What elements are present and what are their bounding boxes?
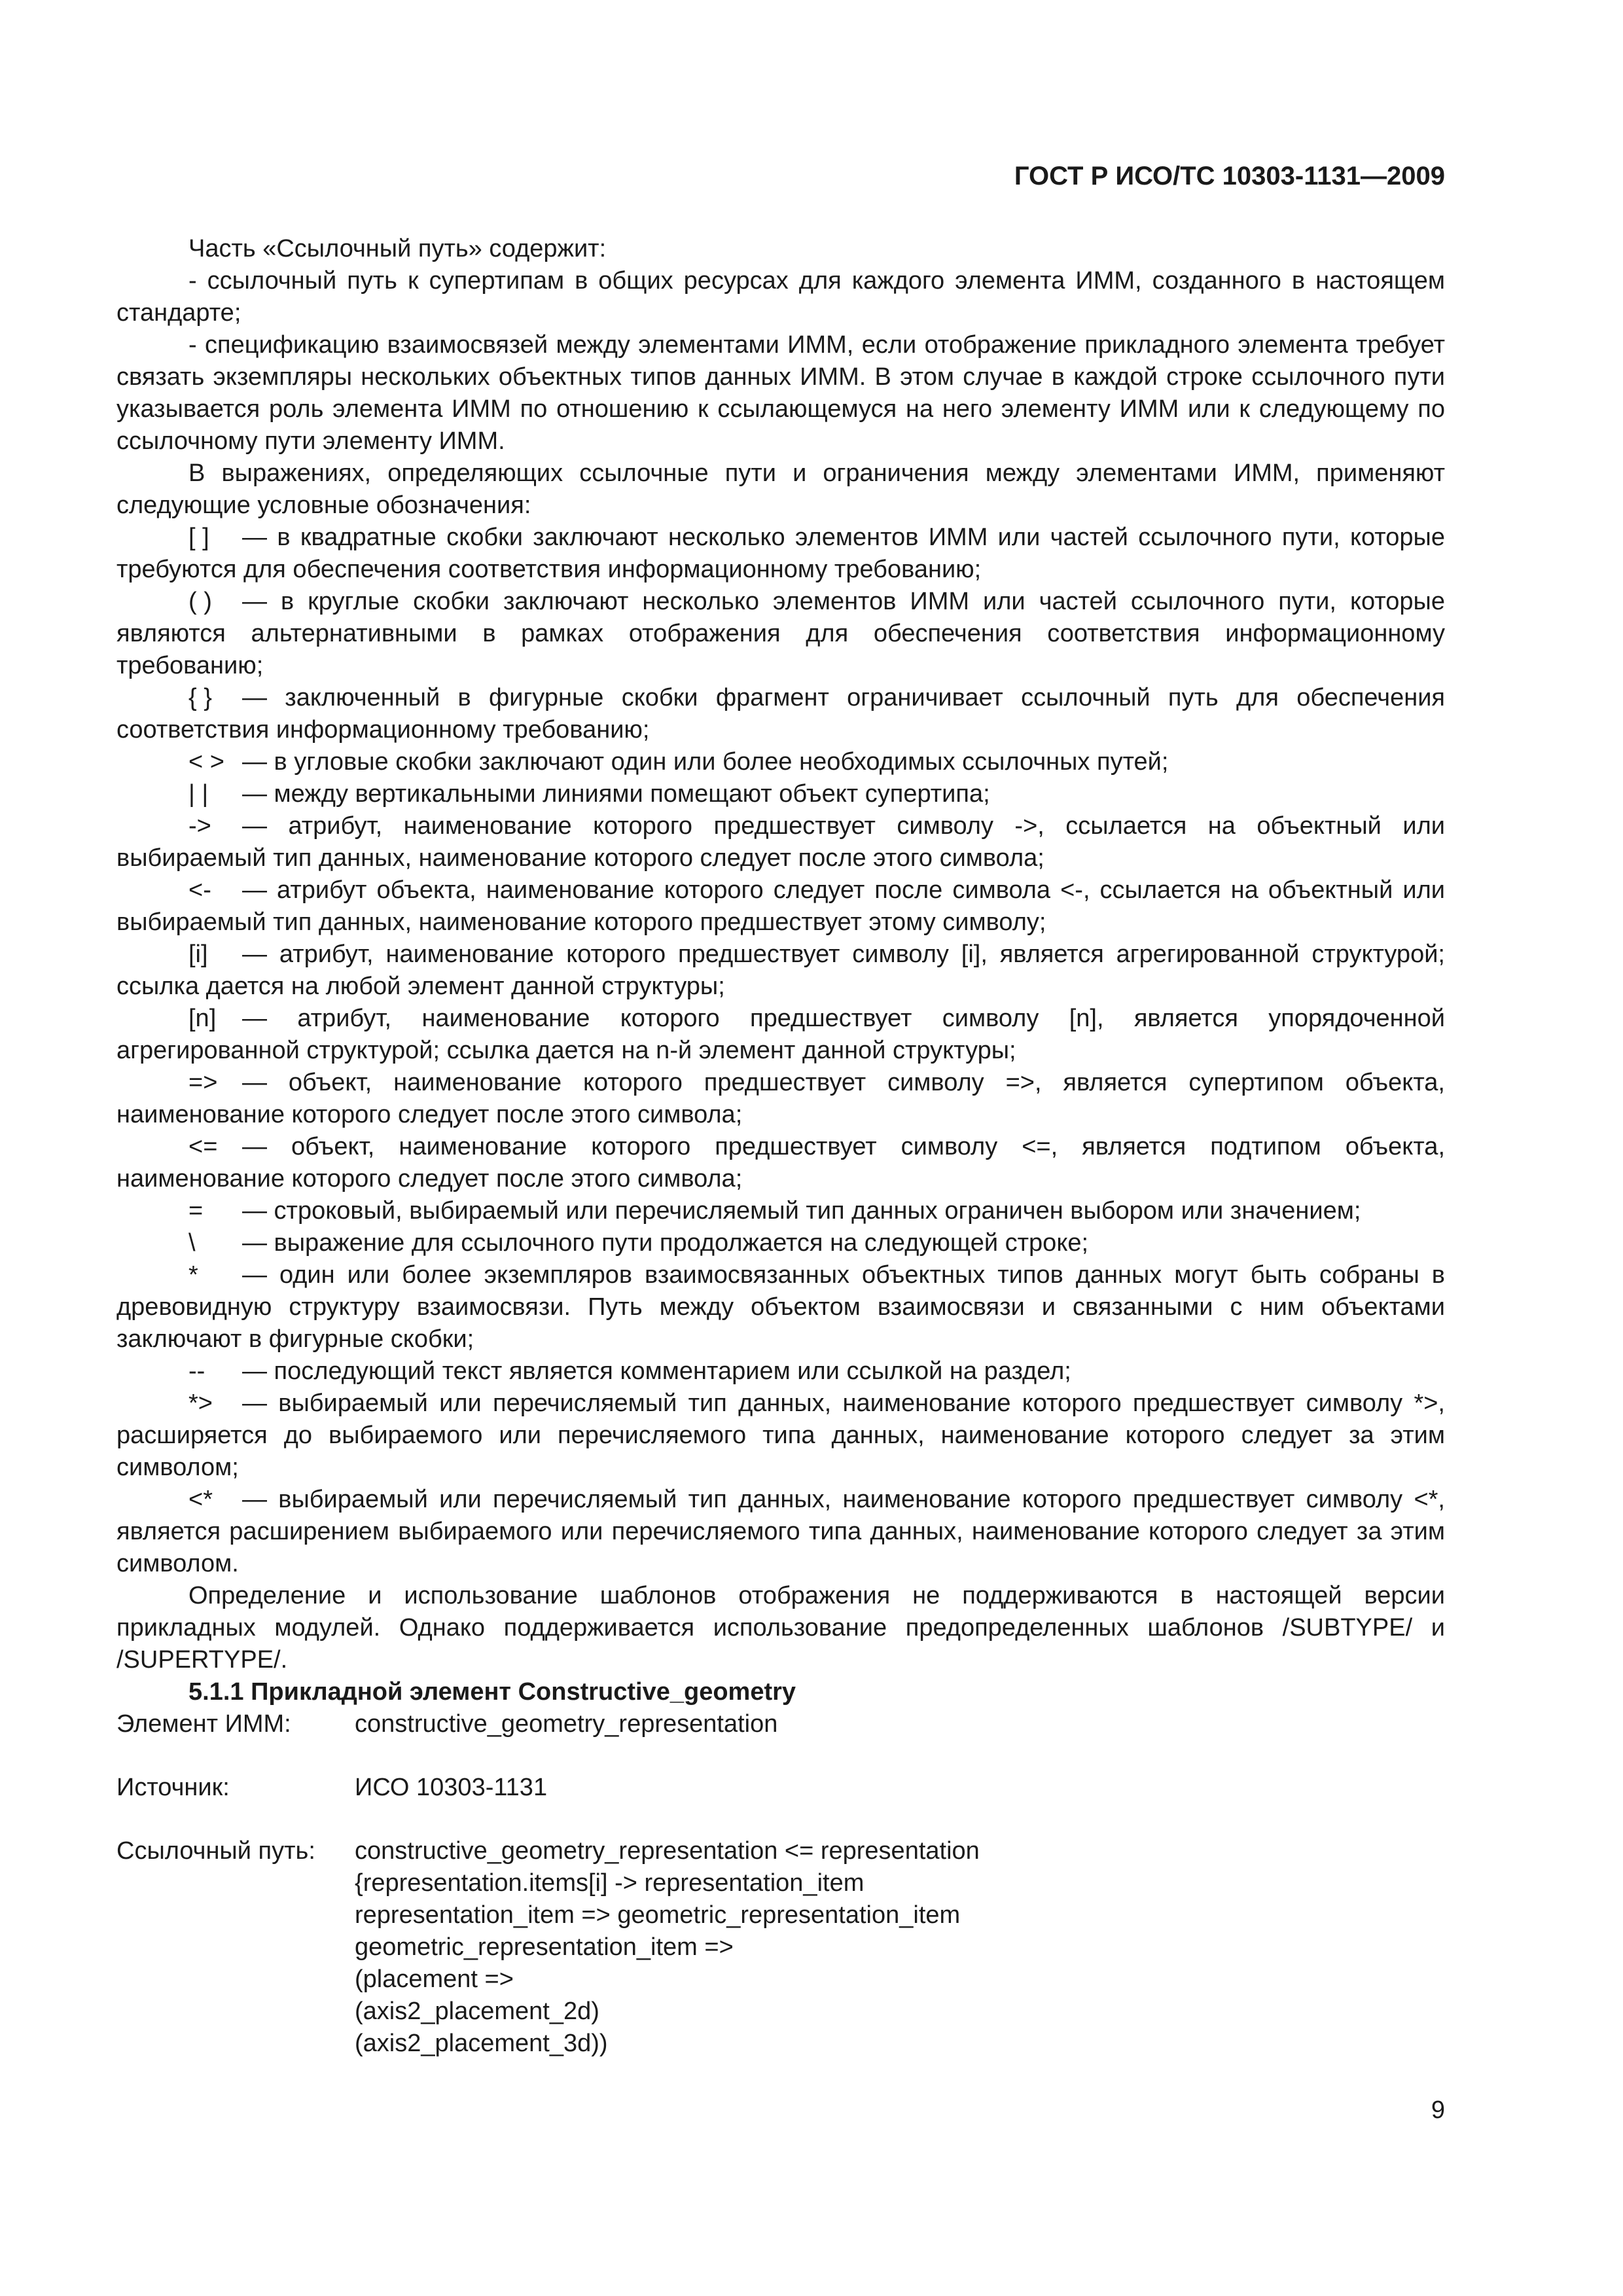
document-header: ГОСТ Р ИСО/ТС 10303-1131—2009 xyxy=(1014,162,1445,190)
page-number: 9 xyxy=(1431,2096,1445,2124)
path-line: geometric_representation_item => xyxy=(355,1933,734,1961)
notation-text: — объект, наименование которого предшествует символу =>, является супертипом объекта, наименование которого следует после этого символа; xyxy=(116,1069,1445,1128)
path-lines xyxy=(355,1835,1445,2060)
source-field xyxy=(116,1772,1445,1804)
notation-item xyxy=(116,522,1445,586)
notation-item xyxy=(116,1131,1445,1195)
notation-item xyxy=(116,778,1445,810)
notation-text: — объект, наименование которого предшествует символу <=, является подтипом объекта, наименование которого следует после этого символа; xyxy=(116,1133,1445,1193)
notation-item xyxy=(116,586,1445,682)
notation-item xyxy=(116,810,1445,874)
notation-text: — между вертикальными линиями помещают объект супертипа; xyxy=(242,780,990,808)
notation-text: — последующий текст является комментарием или ссылкой на раздел; xyxy=(242,1357,1071,1385)
notation-text: — атрибут, наименование которого предшествует символу ->, ссылается на объектный или выбираемый тип данных, наименование которого следует после этого символа; xyxy=(116,812,1445,872)
notation-symbol: <= xyxy=(188,1133,218,1160)
notation-symbol: <- xyxy=(188,876,211,904)
notation-item xyxy=(116,1484,1445,1580)
path-line: (axis2_placement_3d)) xyxy=(355,2030,608,2057)
notation-symbol: <* xyxy=(188,1486,213,1513)
notation-symbol: < > xyxy=(188,748,224,776)
intro-paragraph: В выражениях, определяющих ссылочные пути и ограничения между элементами ИММ, применяют следующие условные обозначения: xyxy=(116,459,1445,519)
notation-text: — в квадратные скобки заключают несколько элементов ИММ или частей ссылочного пути, которые требуются для обеспечения соответствия информационному требованию; xyxy=(116,524,1445,583)
notation-text: — заключенный в фигурные скобки фрагмент ограничивает ссылочный путь для обеспечения соответствия информационному требованию; xyxy=(116,684,1445,744)
notation-item xyxy=(116,1388,1445,1484)
intro-paragraph: - спецификацию взаимосвязей между элементами ИММ, если отображение прикладного элемента требует связать экземпляры нескольких объектных типов данных ИММ. В этом случае в каждой строке ссылочного пути указывается роль элемента ИММ по отношению к ссылающемуся на него элементу ИММ или к следующему по ссылочному пути элементу ИММ. xyxy=(116,331,1445,455)
notation-symbol: { } xyxy=(188,684,212,711)
notation-item xyxy=(116,1003,1445,1067)
notation-symbol: -> xyxy=(188,812,211,840)
notation-text: — атрибут, наименование которого предшествует символу [n], является упорядоченной агрегированной структурой; ссылка дается на n-й элемент данной структуры; xyxy=(116,1005,1445,1064)
intro-paragraph: Часть «Ссылочный путь» содержит: xyxy=(188,235,607,262)
notation-symbol: \ xyxy=(188,1229,196,1257)
notation-symbol: * xyxy=(188,1261,198,1289)
notation-text: — один или более экземпляров взаимосвязанных объектных типов данных могут быть собраны в древовидную структуру взаимосвязи. Путь между объектом взаимосвязи и связанными с ним объектами заключают в фигурные скобки; xyxy=(116,1261,1445,1353)
closing-paragraph: Определение и использование шаблонов отображения не поддерживаются в настоящей версии прикладных модулей. Однако поддерживается использование предопределенных шаблонов /SUBTYPE/ и /SUPERTYPE/. xyxy=(116,1582,1445,1674)
notation-list xyxy=(116,522,1445,1580)
notation-item xyxy=(116,1195,1445,1227)
notation-item xyxy=(116,1355,1445,1388)
notation-text: — выбираемый или перечисляемый тип данных, наименование которого предшествует символу <*, является расширением выбираемого или перечисляемого типа данных, наименование которого следует за этим символом. xyxy=(116,1486,1445,1577)
notation-item xyxy=(116,874,1445,939)
notation-symbol: [ ] xyxy=(188,524,209,551)
notation-text: — атрибут объекта, наименование которого следует после символа <-, ссылается на объектный или выбираемый тип данных, наименование которого предшествует этому символу; xyxy=(116,876,1445,936)
notation-text: — выбираемый или перечисляемый тип данных, наименование которого предшествует символу *>, расширяется до выбираемого или перечисляемого типа данных, наименование которого следует за этим символом; xyxy=(116,1390,1445,1481)
notation-symbol: -- xyxy=(188,1357,205,1385)
notation-symbol: ( ) xyxy=(188,588,212,615)
notation-item xyxy=(116,746,1445,778)
path-field xyxy=(116,1835,1445,2060)
notation-text: — выражение для ссылочного пути продолжается на следующей строке; xyxy=(242,1229,1089,1257)
source-label: Источник: xyxy=(116,1774,230,1801)
notation-text: — в круглые скобки заключают несколько элементов ИММ или частей ссылочного пути, которые являются альтернативными в рамках отображения для обеспечения соответствия информационному требованию; xyxy=(116,588,1445,679)
section-heading: 5.1.1 Прикладной элемент Constructive_geometry xyxy=(188,1678,796,1706)
notation-symbol: [i] xyxy=(188,941,208,968)
notation-text: — строковый, выбираемый или перечисляемый тип данных ограничен выбором или значением; xyxy=(242,1197,1361,1225)
path-line: (placement => xyxy=(355,1965,514,1993)
notation-text: — в угловые скобки заключают один или более необходимых ссылочных путей; xyxy=(242,748,1169,776)
notation-item xyxy=(116,1227,1445,1259)
path-line: representation_item => geometric_representation_item xyxy=(355,1901,961,1929)
source-value: ИСО 10303-1131 xyxy=(355,1774,548,1801)
notation-symbol: | | xyxy=(188,780,209,808)
notation-symbol: = xyxy=(188,1197,204,1225)
path-line: {representation.items[i] -> representation_item xyxy=(355,1869,865,1897)
notation-symbol: [n] xyxy=(188,1005,217,1032)
path-line: constructive_geometry_representation <= representation xyxy=(355,1837,980,1865)
element-label: Элемент ИММ: xyxy=(116,1710,291,1738)
notation-symbol: => xyxy=(188,1069,218,1096)
element-field xyxy=(116,1708,1445,1740)
path-line: (axis2_placement_2d) xyxy=(355,1998,599,2025)
page-body xyxy=(116,233,1445,2060)
element-value: constructive_geometry_representation xyxy=(355,1710,778,1738)
intro-paragraph: - ссылочный путь к супертипам в общих ресурсах для каждого элемента ИММ, созданного в настоящем стандарте; xyxy=(116,267,1445,327)
notation-item xyxy=(116,939,1445,1003)
notation-item xyxy=(116,1259,1445,1355)
notation-item xyxy=(116,1067,1445,1131)
notation-symbol: *> xyxy=(188,1390,213,1417)
notation-item xyxy=(116,682,1445,746)
notation-text: — атрибут, наименование которого предшествует символу [i], является агрегированной структурой; ссылка дается на любой элемент данной структуры; xyxy=(116,941,1445,1000)
path-label: Ссылочный путь: xyxy=(116,1837,315,1865)
